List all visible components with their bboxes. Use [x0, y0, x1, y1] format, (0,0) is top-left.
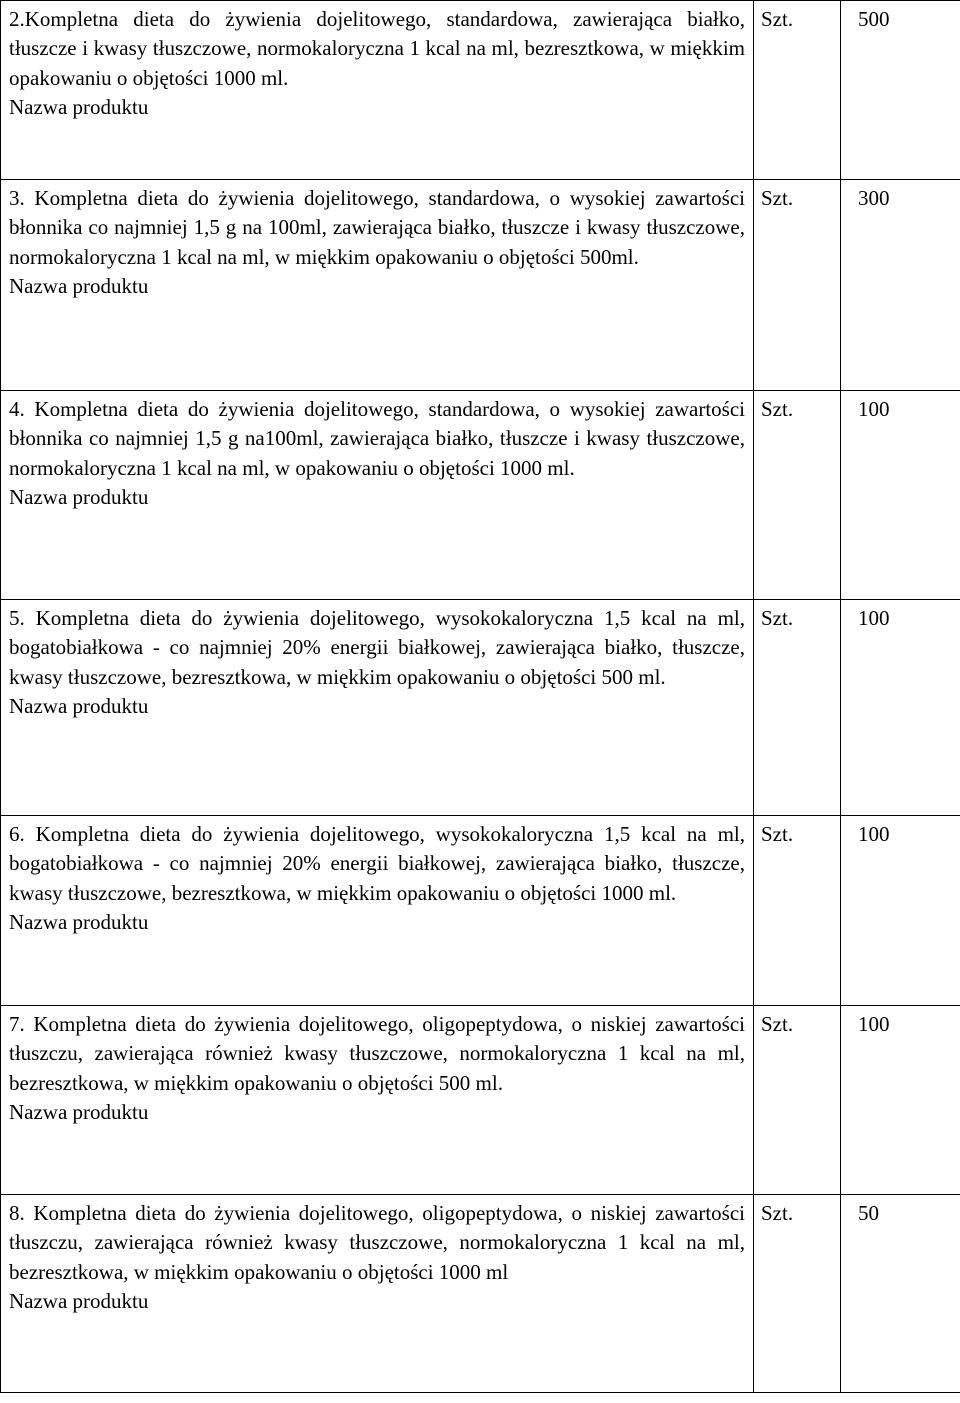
quantity-cell: 100	[841, 1006, 960, 1195]
product-name-label: Nazwa produktu	[9, 94, 149, 119]
table-row	[1, 391, 960, 600]
description-cell	[1, 600, 754, 816]
quantity-cell: 300	[841, 180, 960, 391]
product-name-label: Nazwa produktu	[9, 484, 149, 509]
product-description: 3. Kompletna dieta do żywienia dojelitowego, standardowa, o wysokiej zawartości błonnika co najmniej 1,5 g na 100ml, zawierająca białko, tłuszcze i kwasy tłuszczowe, normokaloryczna 1 kcal na ml, w miękkim opakowaniu o objętości 500ml.	[9, 186, 745, 269]
description-cell	[1, 180, 754, 391]
unit-cell: Szt.	[754, 180, 841, 391]
product-name-label: Nazwa produktu	[9, 693, 149, 718]
product-description: 5. Kompletna dieta do żywienia dojelitowego, wysokokaloryczna 1,5 kcal na ml, bogatobiałkowa - co najmniej 20% energii białkowej, zawierająca białko, tłuszcze, kwasy tłuszczowe, bezresztkowa, w miękkim opakowaniu o objętości 500 ml.	[9, 606, 745, 689]
quantity-cell: 100	[841, 816, 960, 1006]
product-name-label: Nazwa produktu	[9, 273, 149, 298]
description-cell	[1, 391, 754, 600]
unit-cell: Szt.	[754, 1, 841, 180]
table-row	[1, 1195, 960, 1393]
quantity-cell: 100	[841, 391, 960, 600]
unit-cell: Szt.	[754, 1006, 841, 1195]
description-cell	[1, 1, 754, 180]
description-cell	[1, 1195, 754, 1393]
description-cell	[1, 816, 754, 1006]
table-row	[1, 180, 960, 391]
quantity-cell: 100	[841, 600, 960, 816]
table-row	[1, 600, 960, 816]
table-row	[1, 816, 960, 1006]
description-cell	[1, 1006, 754, 1195]
unit-cell: Szt.	[754, 600, 841, 816]
product-description: 6. Kompletna dieta do żywienia dojelitowego, wysokokaloryczna 1,5 kcal na ml, bogatobiałkowa - co najmniej 20% energii białkowej, zawierająca białko, tłuszcze, kwasy tłuszczowe, bezresztkowa, w miękkim opakowaniu o objętości 1000 ml.	[9, 822, 745, 905]
product-description: 4. Kompletna dieta do żywienia dojelitowego, standardowa, o wysokiej zawartości błonnika co najmniej 1,5 g na100ml, zawierająca białko, tłuszcze i kwasy tłuszczowe, normokaloryczna 1 kcal na ml, w opakowaniu o objętości 1000 ml.	[9, 397, 745, 480]
product-name-label: Nazwa produktu	[9, 1099, 149, 1124]
product-name-label: Nazwa produktu	[9, 909, 149, 934]
quantity-cell: 50	[841, 1195, 960, 1393]
product-description: 2.Kompletna dieta do żywienia dojelitowego, standardowa, zawierająca białko, tłuszcze i kwasy tłuszczowe, normokaloryczna 1 kcal na ml, bezresztkowa, w miękkim opakowaniu o objętości 1000 ml.	[9, 7, 745, 90]
unit-cell: Szt.	[754, 1195, 841, 1393]
table-row	[1, 1006, 960, 1195]
unit-cell: Szt.	[754, 816, 841, 1006]
product-description: 7. Kompletna dieta do żywienia dojelitowego, oligopeptydowa, o niskiej zawartości tłuszczu, zawierająca również kwasy tłuszczowe, normokaloryczna 1 kcal na ml, bezresztkowa, w miękkim opakowaniu o objętości 500 ml.	[9, 1012, 745, 1095]
product-description: 8. Kompletna dieta do żywienia dojelitowego, oligopeptydowa, o niskiej zawartości tłuszczu, zawierająca również kwasy tłuszczowe, normokaloryczna 1 kcal na ml, bezresztkowa, w miękkim opakowaniu o objętości 1000 ml	[9, 1201, 745, 1284]
table-row	[1, 1, 960, 180]
unit-cell: Szt.	[754, 391, 841, 600]
product-name-label: Nazwa produktu	[9, 1288, 149, 1313]
quantity-cell: 500	[841, 1, 960, 180]
